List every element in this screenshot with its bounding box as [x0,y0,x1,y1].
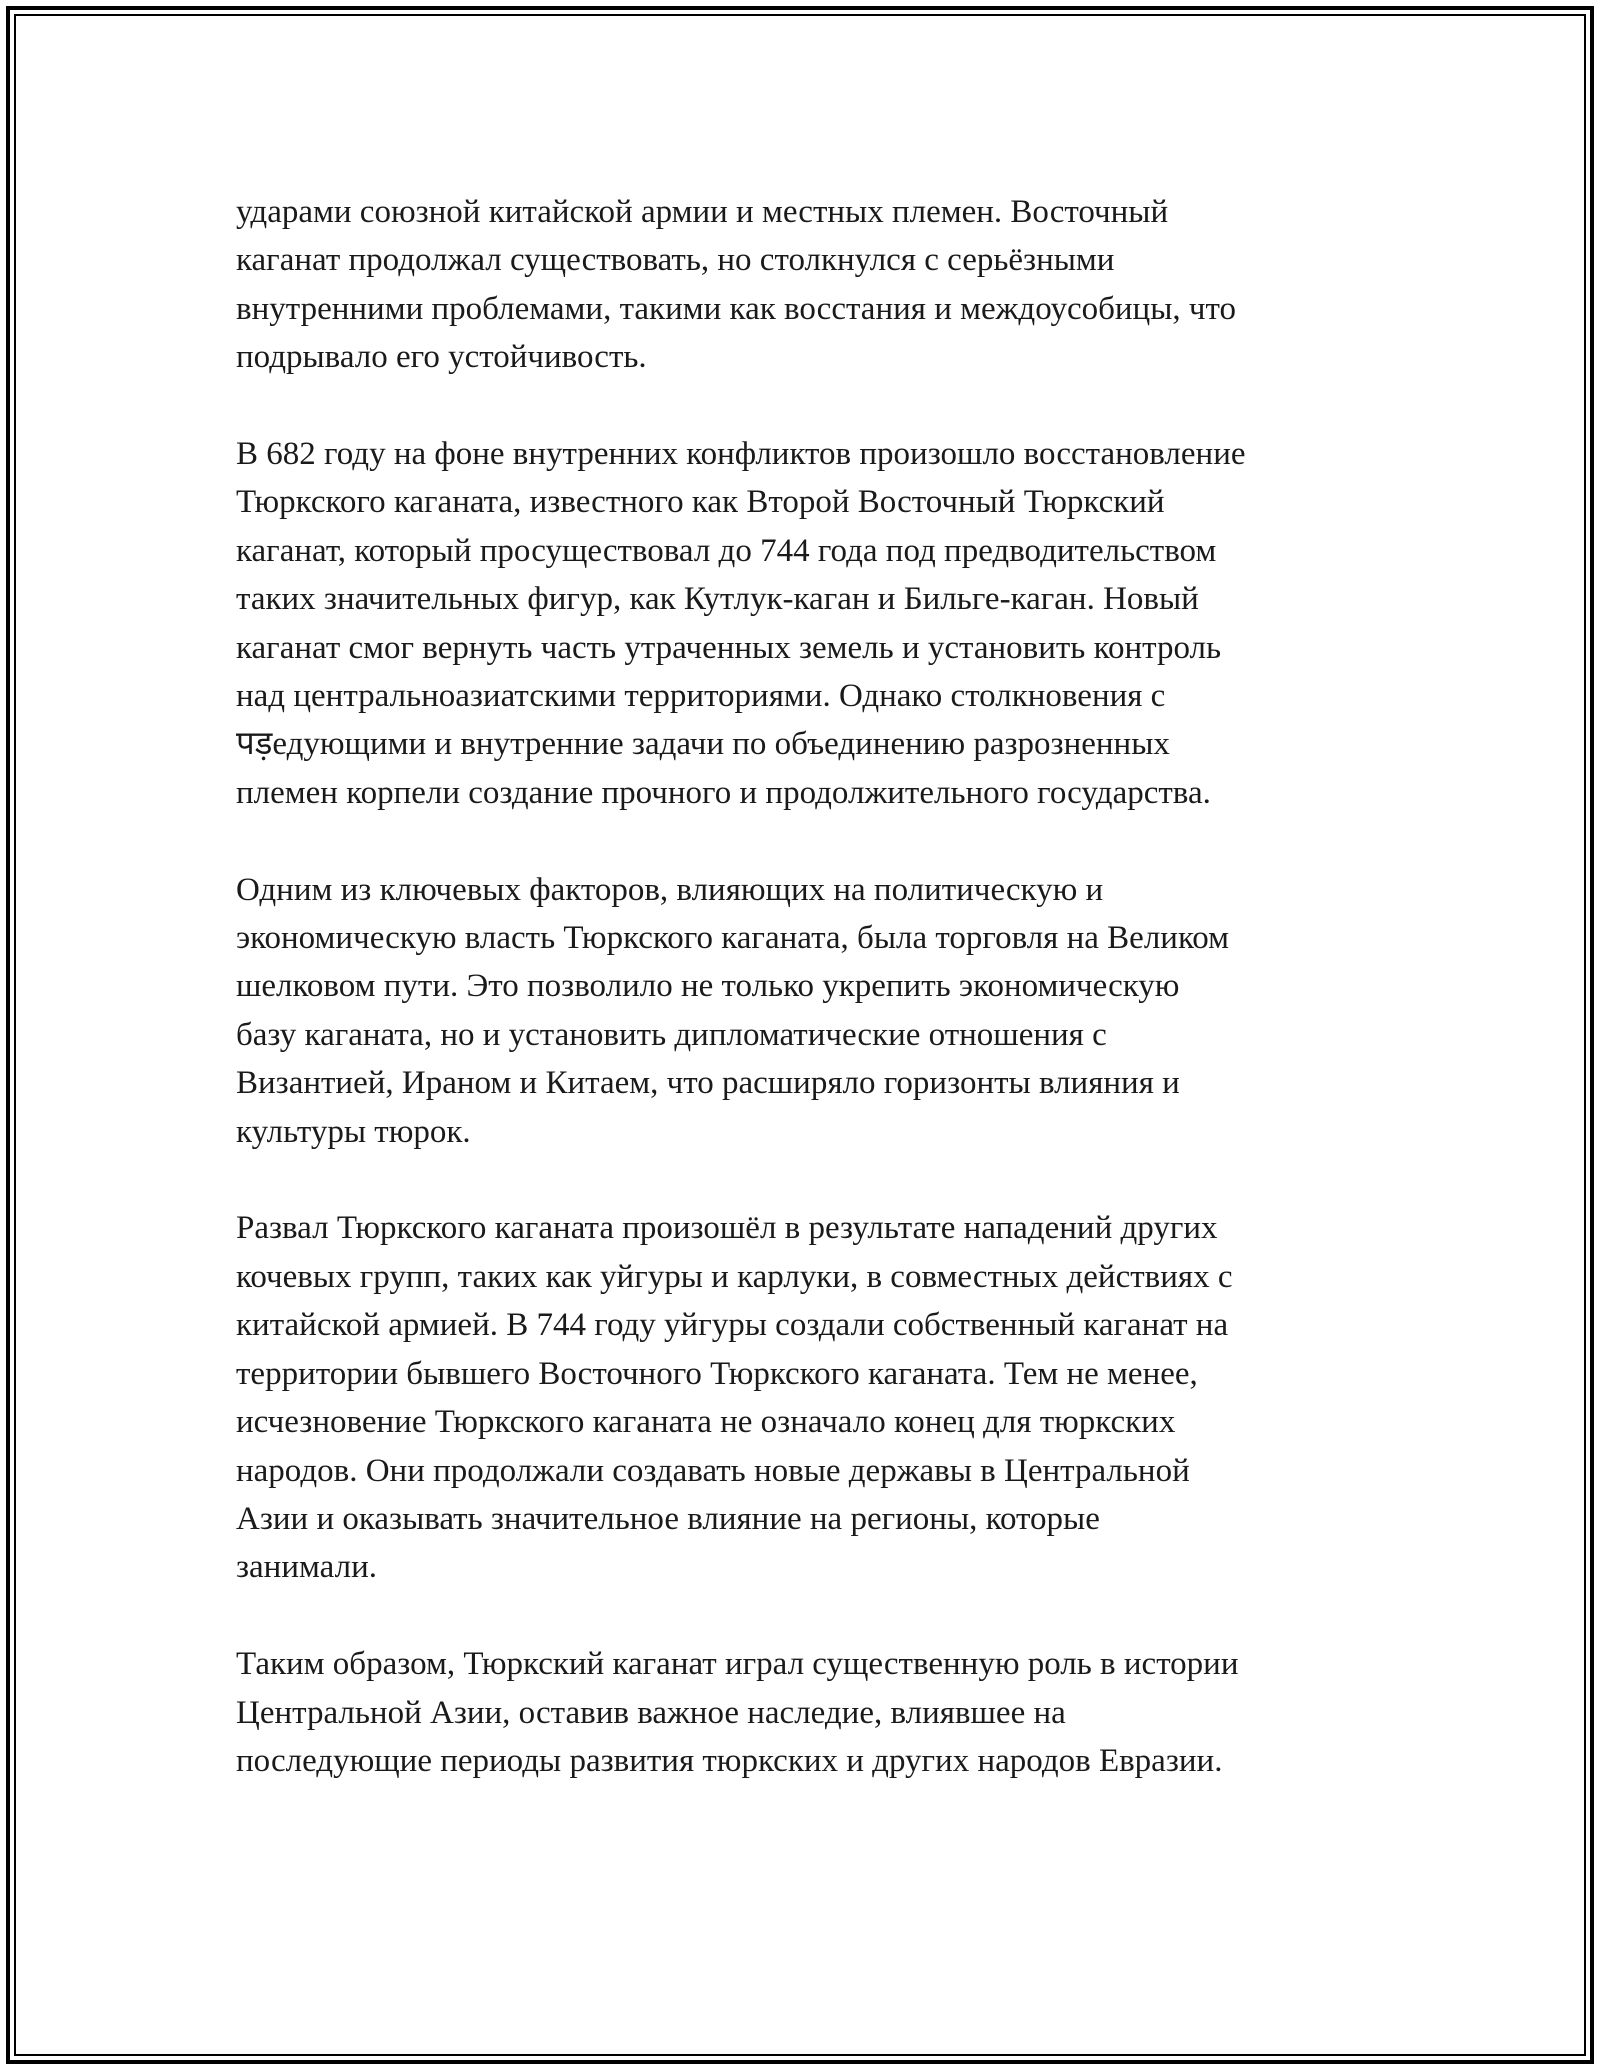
text-line: Развал Тюркского каганата произошёл в результате нападений других [236,1210,1218,1247]
text-line: Таким образом, Тюркский каганат играл существенную роль в истории [236,1646,1239,1683]
text-line: занимали. [236,1549,377,1586]
text-line: таких значительных фигур, как Кутлук-каган и Бильге-каган. Новый [236,581,1199,618]
text-line: каганат смог вернуть часть утраченных земель и установить контроль [236,629,1222,666]
text-line: племен корпели создание прочного и продолжительного государства. [236,774,1211,811]
text-line: культуры тюрок. [236,1113,471,1150]
text-line: шелковом пути. Это позволило не только укрепить экономическую [236,968,1180,1005]
text-line: территории бывшего Восточного Тюркского каганата. Тем не менее, [236,1355,1198,1392]
text-line: каганат продолжал существовать, но столкнулся с серьёзными [236,242,1115,279]
text-line: исчезновение Тюркского каганата не означало конец для тюркских [236,1404,1176,1441]
text-line: кочевых групп, таких как уйгуры и карлуки, в совместных действиях с [236,1258,1233,1295]
text-line: последующие периоды развития тюркских и других народов Евразии. [236,1742,1223,1779]
text-line: В 682 году на фоне внутренних конфликтов произошло восстановление [236,436,1246,473]
paragraph-4 [236,1204,1406,1591]
paragraph-2 [236,430,1406,817]
text-line: Тюркского каганата, известного как Второй Восточный Тюркский [236,484,1165,521]
document-body [236,188,1406,1834]
text-line: базу каганата, но и установить дипломатические отношения с [236,1016,1107,1053]
text-line: Одним из ключевых факторов, влияющих на политическую и [236,871,1104,908]
text-line: Византией, Ираном и Китаем, что расширяло горизонты влияния и [236,1065,1180,1102]
text-line: экономическую власть Тюркского каганата, была торговля на Великом [236,920,1230,957]
paragraph-5 [236,1640,1406,1785]
text-line: पड़едующими и внутренние задачи по объединению разрозненных [236,726,1170,763]
text-line: подрывало его устойчивость. [236,339,647,376]
paragraph-1 [236,188,1406,382]
paragraph-3 [236,866,1406,1156]
text-line: над центральноазиатскими территориями. Однако столкновения с [236,678,1166,715]
text-line: Центральной Азии, оставив важное наследие, влиявшее на [236,1694,1066,1731]
text-line: ударами союзной китайской армии и местных племен. Восточный [236,194,1169,230]
text-line: Азии и оказывать значительное влияние на регионы, которые [236,1500,1100,1537]
text-line: каганат, который просуществовал до 744 года под предводительством [236,532,1217,569]
text-line: внутренними проблемами, такими как восстания и междоусобицы, что [236,290,1236,327]
text-line: китайской армией. В 744 году уйгуры создали собственный каганат на [236,1307,1229,1344]
text-line: народов. Они продолжали создавать новые державы в Центральной [236,1452,1190,1489]
